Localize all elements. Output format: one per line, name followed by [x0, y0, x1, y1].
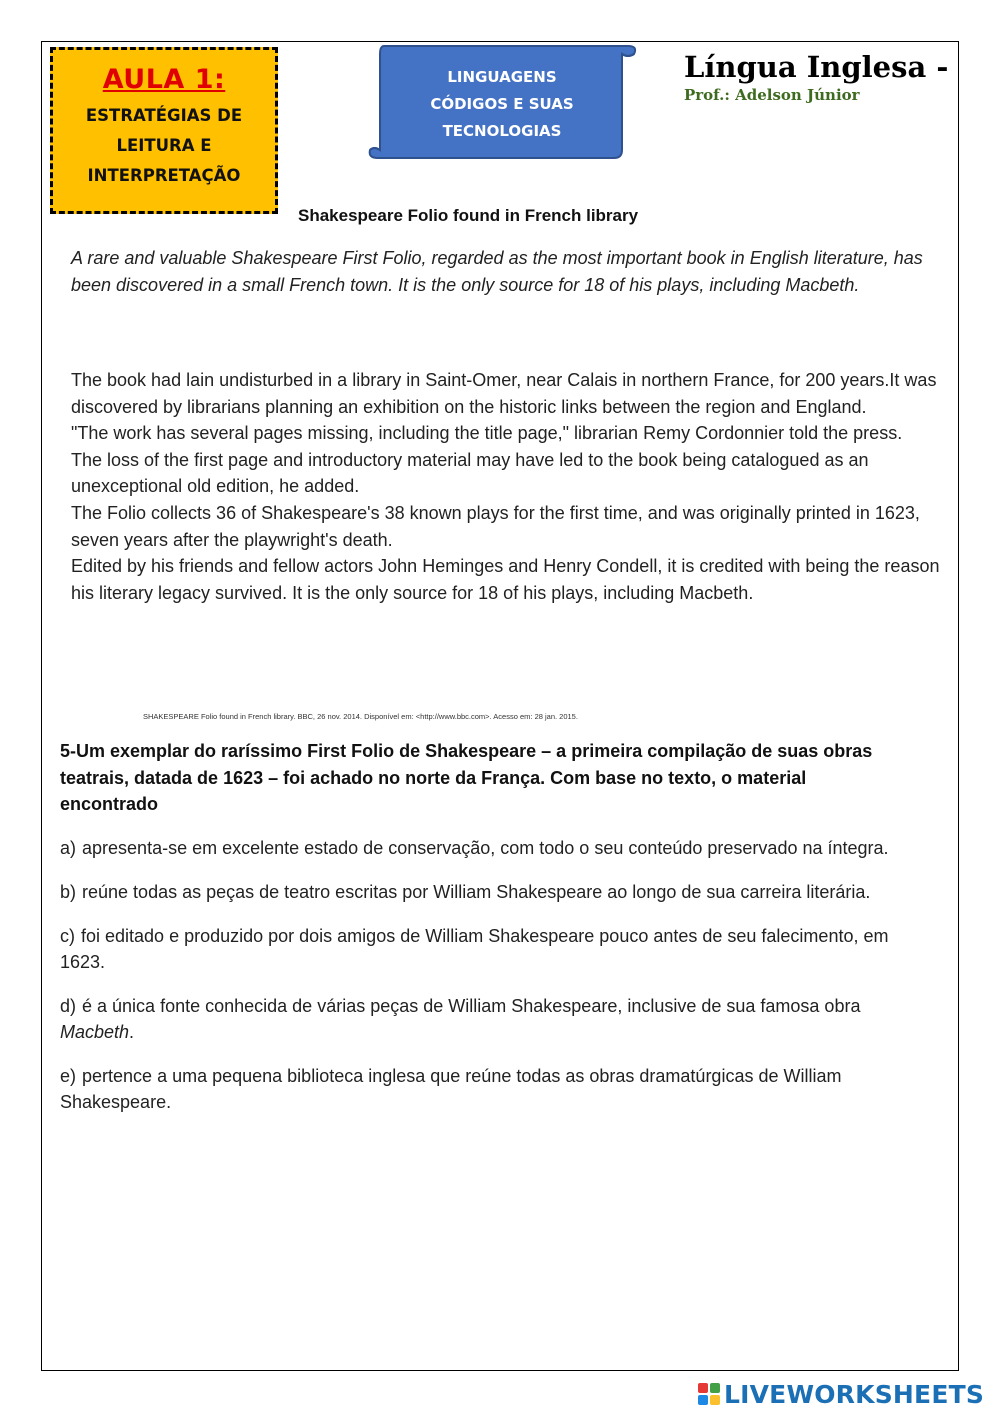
- option-text: foi editado e produzido por dois amigos de William Shakespeare pouco antes de seu falecimento, em 1623.: [60, 926, 889, 972]
- article-paragraph: The loss of the first page and introductory material may have led to the book being catalogued as an unexceptional old edition, he added.: [71, 449, 869, 497]
- answer-options: [60, 835, 890, 1133]
- banner-line: CÓDIGOS E SUAS: [430, 95, 574, 113]
- answer-option-b[interactable]: [60, 879, 890, 905]
- article-body: [71, 367, 941, 606]
- subject-title: Língua Inglesa -: [684, 50, 949, 84]
- answer-option-e[interactable]: [60, 1063, 890, 1115]
- option-letter: b): [60, 882, 77, 902]
- lesson-subtitle-line: LEITURA E: [116, 136, 212, 155]
- lesson-subtitle-line: INTERPRETAÇÃO: [87, 166, 241, 185]
- banner-text: [384, 64, 620, 145]
- option-text: reúne todas as peças de teatro escritas por William Shakespeare ao longo de sua carreira literária.: [82, 882, 871, 902]
- question-prompt: 5-Um exemplar do raríssimo First Folio de Shakespeare – a primeira compilação de suas obras teatrais, datada de 1623 – foi achado no norte da França. Com base no texto, o material encontrado: [60, 741, 873, 814]
- option-letter: e): [60, 1066, 77, 1086]
- banner-line: TECNOLOGIAS: [442, 122, 562, 140]
- lesson-title: AULA 1:: [102, 64, 226, 95]
- option-italic-title: Macbeth: [60, 1022, 130, 1042]
- professor-name: Prof.: Adelson Júnior: [684, 86, 860, 104]
- option-text-end: .: [129, 1022, 135, 1042]
- liveworksheets-logo-text: LIVEWORKSHEETS: [724, 1379, 985, 1409]
- worksheet-frame: [41, 41, 959, 1371]
- article-paragraph: Edited by his friends and fellow actors John Heminges and Henry Condell, it is credited with being the reason his literary legacy survived. It is the only source for 18 of his plays, including Macbeth.: [71, 556, 940, 603]
- lesson-subtitle-line: ESTRATÉGIAS DE: [85, 106, 243, 125]
- banner-line: LINGUAGENS: [447, 68, 557, 86]
- article-paragraph: The book had lain undisturbed in a library in Saint-Omer, near Calais in northern France, for 200 years.It was discovered by librarians planning an exhibition on the historic links between the region and England.: [71, 370, 937, 417]
- article-title: Shakespeare Folio found in French library: [298, 206, 639, 225]
- article-paragraph: The Folio collects 36 of Shakespeare's 38 known plays for the first time, and was originally printed in 1623, seven years after the playwright's death.: [71, 502, 920, 550]
- option-text: apresenta-se em excelente estado de conservação, com todo o seu conteúdo preservado na íntegra.: [82, 838, 889, 858]
- option-letter: d): [60, 996, 77, 1016]
- area-banner: [366, 42, 638, 162]
- lesson-badge: [50, 47, 278, 214]
- liveworksheets-logo-icon: [698, 1383, 720, 1405]
- article-paragraph: "The work has several pages missing, including the title page," librarian Remy Cordonnier told the press.: [71, 423, 903, 444]
- option-text: pertence a uma pequena biblioteca inglesa que reúne todas as obras dramatúrgicas de William Shakespeare.: [60, 1066, 842, 1112]
- answer-option-d[interactable]: [60, 993, 890, 1045]
- article-source: SHAKESPEARE Folio found in French library. BBC, 26 nov. 2014. Disponível em: <http://www.bbc.com>. Acesso em: 28 jan. 2015.: [143, 712, 578, 721]
- answer-option-a[interactable]: [60, 835, 890, 861]
- article-lead: A rare and valuable Shakespeare First Folio, regarded as the most important book in English literature, has been discovered in a small French town. It is the only source for 18 of his plays, including Macbeth.: [71, 248, 923, 295]
- liveworksheets-logo[interactable]: [698, 1378, 994, 1410]
- option-text: é a única fonte conhecida de várias peças de William Shakespeare, inclusive de sua famosa obra: [82, 996, 861, 1016]
- lesson-subtitle: [53, 101, 275, 191]
- option-letter: a): [60, 838, 77, 858]
- answer-option-c[interactable]: [60, 923, 890, 975]
- option-letter: c): [60, 926, 75, 946]
